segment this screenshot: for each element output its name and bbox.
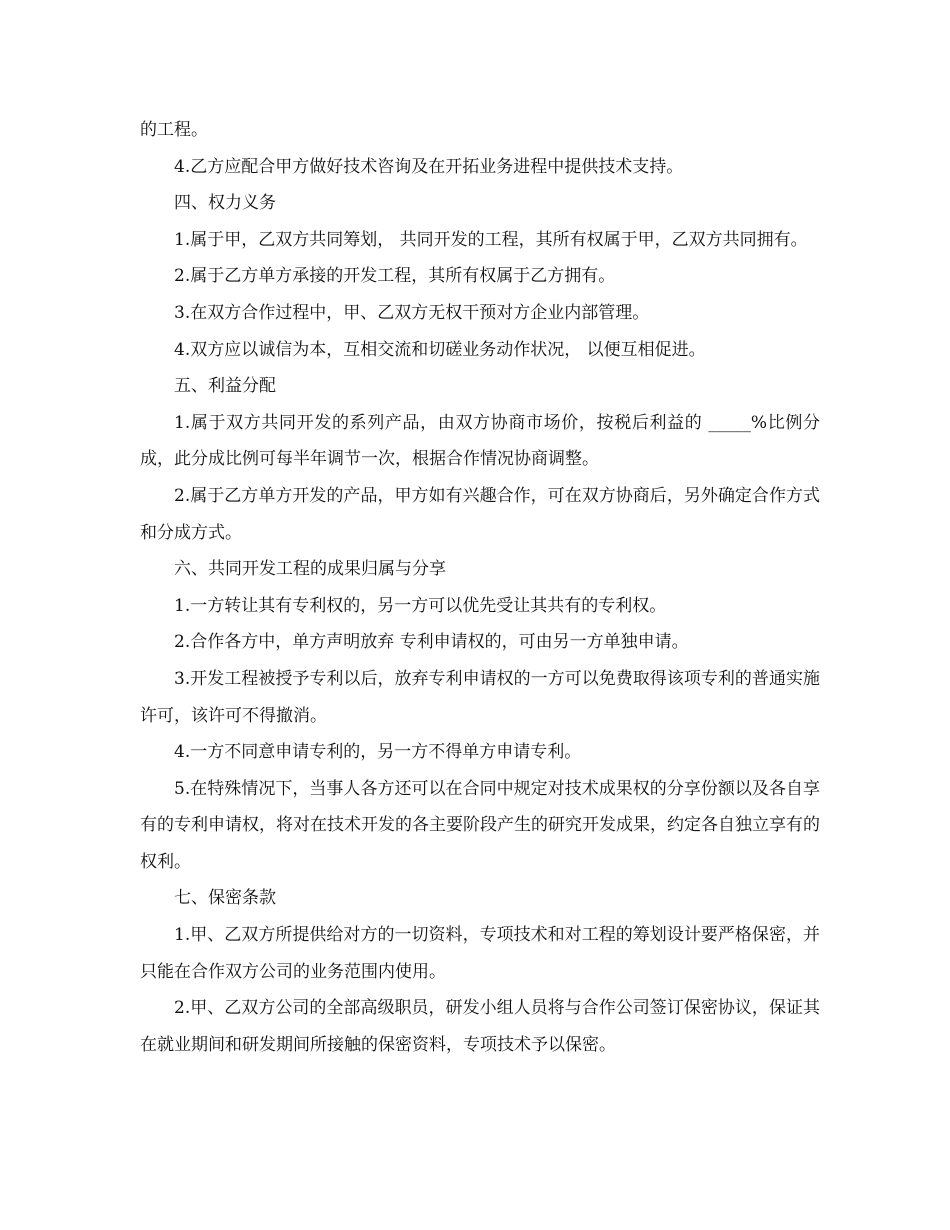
section-heading-profit: 五、利益分配: [174, 376, 276, 397]
section-heading-rights: 四、权力义务: [174, 193, 276, 214]
paragraph-clause: 2.属于乙方单方承接的开发工程，其所有权属于乙方拥有。: [174, 266, 616, 287]
paragraph-clause: 1.属于双方共同开发的系列产品，由双方协商市场价，按税后利益的 _____%比例分成，此分成比例可每半年调节一次，根据合作情况协商调整。: [140, 412, 820, 470]
paragraph-clause: 3.开发工程被授予专利以后，放弃专利申请权的一方可以免费取得该项专利的普通实施许可，该许可不得撤消。: [140, 668, 820, 726]
paragraph-clause: 3.在双方合作过程中，甲、乙双方无权干预对方企业内部管理。: [174, 302, 650, 323]
paragraph-continuation: 的工程。: [140, 120, 208, 140]
section-heading-confidentiality: 七、保密条款: [174, 888, 276, 909]
section-heading-results: 六、共同开发工程的成果归属与分享: [174, 559, 446, 580]
paragraph-clause: 1.甲、乙双方所提供给对方的一切资料，专项技术和对工程的筹划设计要严格保密，并只能在合作双方公司的业务范围内使用。: [140, 925, 820, 982]
paragraph-clause: 4.一方不同意申请专利的，另一方不得单方申请专利。: [174, 742, 582, 763]
paragraph-clause: 5.在特殊情况下，当事人各方还可以在合同中规定对技术成果权的分享份额以及各自享有的专利申请权，将对在技术开发的各主要阶段产生的研究开发成果，约定各自独立享有的权利。: [140, 778, 820, 872]
paragraph-clause: 2.属于乙方单方开发的产品，甲方如有兴趣合作，可在双方协商后，另外确定合作方式和分成方式。: [140, 485, 820, 543]
paragraph-clause: 1.一方转让其有专利权的，另一方可以优先受让其共有的专利权。: [174, 595, 667, 616]
paragraph-clause: 1.属于甲，乙双方共同筹划， 共同开发的工程，其所有权属于甲，乙双方共同拥有。: [174, 229, 808, 250]
paragraph-clause: 2.甲、乙双方公司的全部高级职员，研发小组人员将与合作公司签订保密协议，保证其在就业期间和研发期间所接触的保密资料，专项技术予以保密。: [140, 998, 820, 1055]
paragraph-clause: 4.乙方应配合甲方做好技术咨询及在开拓业务进程中提供技术支持。: [174, 156, 684, 177]
paragraph-clause: 4.双方应以诚信为本，互相交流和切磋业务动作状况， 以便互相促进。: [174, 339, 706, 360]
document-body: [140, 112, 820, 1063]
paragraph-clause: 2.合作各方中，单方声明放弃 专利申请权的，可由另一方单独申请。: [174, 632, 689, 653]
